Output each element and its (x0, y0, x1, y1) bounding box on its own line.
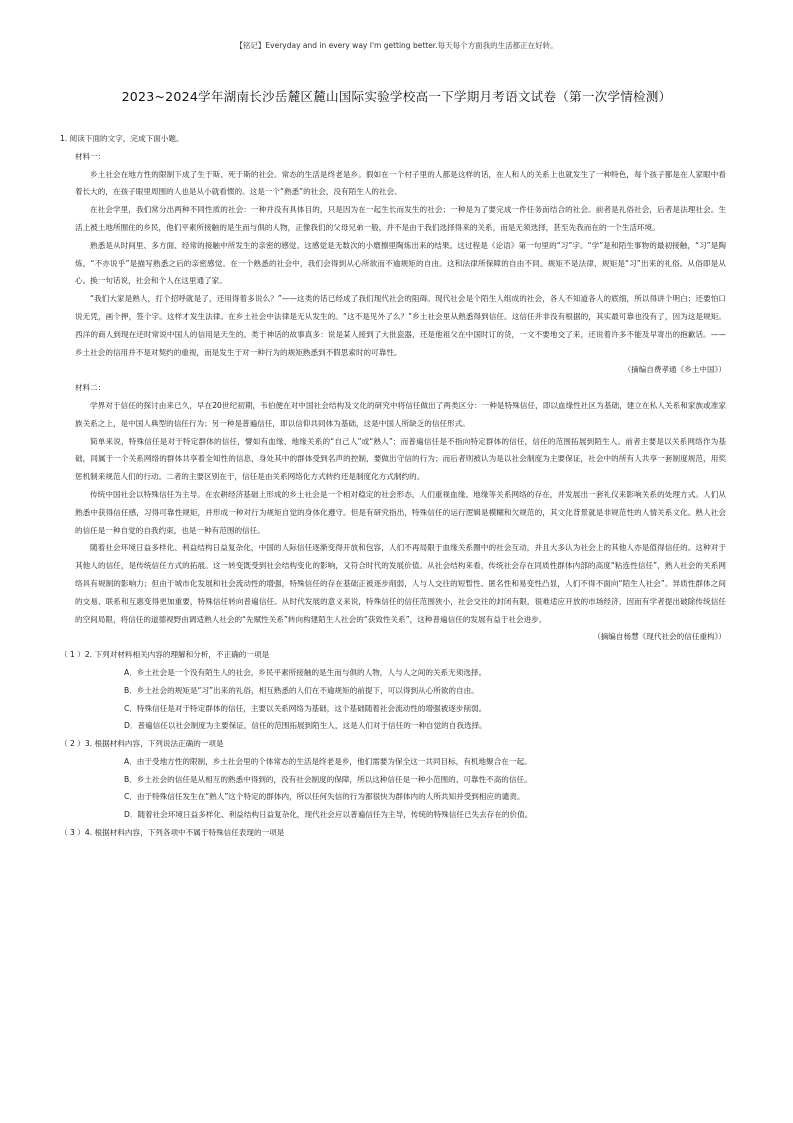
material2-label: 材料二： (75, 383, 106, 393)
material1-paragraph: “我们大家是熟人，打个招呼就是了，还用得着多说么？”——这类的话已经成了我们现代社会的阻碍。现代社会是个陌生人组成的社会，各人不知道各人的底细，所以得讲个明白；还要怕口说无凭，画个押，签个字。这样才发生法律。在乡土社会中法律是无从发生的。“这不是见外了么？”乡土社会里从熟悉得到信任。这信任并非没有根据的，其实最可靠也没有了，因为这是规矩。西洋的商人到现在还时常说中国人的信用是天生的。类于神话的故事真多：说是某人接到了大批瓷器，还是他祖父在中国时订的货，一文不要地交了来，还说着许多不能及早寄出的抱歉话。——乡土社会的信用并不是对契约的重视，而是发生于对一种行为的规矩熟悉到不假思索时的可靠性。 (75, 294, 726, 357)
material1-label: 材料一： (75, 151, 106, 161)
subquestion-stem: （ 1 ）2. 下列对材料相关内容的理解和分析，不正确的一项是 (60, 650, 270, 660)
option-d[interactable]: D．随着社会环境日益多样化、利益结构日益复杂化，现代社会应以普遍信任为主导，传统的特殊信任已失去存在的价值。 (124, 810, 533, 820)
header-motto: 【铭记】Everyday and in every way I'm getting better.每天每个方面我的生活都正在好转。 (235, 41, 558, 50)
option-c[interactable]: C．特殊信任是对于特定群体的信任，主要以关系网络为基础，这个基础随着社会流动性的增强被逐步削弱。 (124, 703, 487, 713)
material2-paragraph: 学界对于信任的探讨由来已久，早在20世纪初期，韦伯便在对中国社会结构及文化的研究中将信任做出了两类区分：一种是特殊信任，即以血缘性社区为基础，建立在私人关系和家族或准家族关系之上，是中国人典型的信任行为；另一种是普遍信任，即以信仰共同体为基础，这是中国人所缺乏的信任形式。 (75, 400, 726, 428)
subquestion (60, 824, 726, 842)
option-a[interactable]: A．乡土社会是一个没有陌生人的社会，乡民平素所接触的是生而与俱的人物，人与人之间的关系无须选择。 (124, 667, 487, 677)
subquestion (60, 646, 726, 735)
option-a[interactable]: A．由于受地方性的限制，乡土社会里的个体常态的生活是终老是乡，他们需要为保全这一共同目标，有机地聚合在一起。 (124, 756, 532, 766)
option-b[interactable]: B．乡土社会的规矩是“习”出来的礼俗，相互熟悉的人们在不逾规矩的前提下，可以得到从心所欲的自由。 (124, 685, 479, 695)
material1-paragraph: 乡土社会在地方性的限制下成了生于斯、死于斯的社会。常态的生活是终老是乡。假如在一个村子里的人都是这样的话，在人和人的关系上也就发生了一种特色，每个孩子都是在人家眼中看着长大的，在孩子眼里周围的人也是从小就看惯的。这是一个“熟悉”的社会，没有陌生人的社会。 (75, 169, 726, 197)
subquestion-stem: （ 3 ）4. 根据材料内容，下列各项中不属于特殊信任表现的一项是 (60, 828, 285, 838)
option-c[interactable]: C．由于特殊信任发生在“熟人”这个特定的群体内，所以任何失信的行为都很快为群体内的人所共知并受到相应的谴责。 (124, 792, 525, 802)
material1-paragraph: 在社会学里，我们常分出两种不同性质的社会：一种并没有具体目的，只是因为在一起生长而发生的社会；一种是为了要完成一件任务而结合的社会。前者是礼俗社会，后者是法理社会。生活上被土地所囿住的乡民，他们平素所接触的是生而与俱的人物，正像我们的父母兄弟一般，并不是由于我们选择得来的关系，而是无须选择，甚至先我而在的一个生活环境。 (75, 205, 726, 232)
material2-paragraph: 简单来说，特殊信任是对于特定群体的信任，譬如有血缘、地缘关系的“自己人”或“熟人”；而普遍信任是不指向特定群体的信任，信任的范围拓展到陌生人。前者主要是以关系网络作为基础，同属于一个关系网络的群体共享着全知性的信息，身处其中的群体受到名声的控制，要做出守信的行为；而后者则被认为是以社会制度为主要保证，社会中的所有人共享一套制度规范，用奖惩机制来规范人们的行动。二者的主要区别在于，信任是由关系网络化方式转约还是制度化方式制约的。 (75, 436, 726, 482)
material1-source: （摘编自费孝通《乡土中国》） (623, 365, 726, 375)
exam-content (60, 130, 726, 842)
subquestion-stem: （ 2 ）3. 根据材料内容，下列说法正确的一项是 (60, 739, 224, 749)
material1-paragraph: 熟悉是从时间里、多方面、经常的接触中所发生的亲密的感觉。这感觉是无数次的小磨擦里陶炼出来的结果。这过程是《论语》第一句里的“习”字。“学”是和陌生事物的最初接触，“习”是陶炼，“不亦说乎”是描写熟悉之后的亲密感觉。在一个熟悉的社会中，我们会得到从心所欲而不逾规矩的自由。这和法律所保障的自由不同。规矩不是法律，规矩是“习”出来的礼俗。从俗即是从心。换一句话说，社会和个人在这里通了家。 (75, 240, 726, 286)
option-d[interactable]: D．普遍信任以社会制度为主要保证，信任的范围拓展到陌生人，这是人们对于信任的一种自觉的自我选择。 (124, 721, 487, 731)
exam-title: 2023~2024学年湖南长沙岳麓区麓山国际实验学校高一下学期月考语文试卷（第一次学情检测） (121, 89, 672, 104)
material2-paragraph: 随着社会环境日益多样化、利益结构日益复杂化，中国的人际信任逐渐变得开放和包容，人们不再局限于血缘关系圈中的社会互动，并且大多认为社会上的其他人亦是值得信任的。这种对于其他人的信任，是传统信任方式的拓展。这一转变既受到社会结构变化的影响，又符合时代的发展价值。从社会结构来看，传统社会存在同质性群体内部的高度“粘连性信任”，熟人社会的关系网络具有规制的影响力；但由于城市化发展和社会流动性的增强，特殊信任的存在基础正被逐步削弱，人与人交往的短暂性、匿名性和易变性凸显，人们不得不面向“陌生人社会”。异质性群体之间的交易、联系和互惠变得更加重要，特殊信任转向普遍信任。从时代发展的意义来说，特殊信任的信任范围狭小，社会交往的封闭有限，很难适应开放的市场经济，因而有学者提出破除传统信任的空间局限，将信任的道德视野由调适熟人社会的“先赋性关系”转向构建陌生人社会的“获致性关系”，这种普遍信任的发展有益于社会进步。 (75, 543, 726, 624)
material2-source: （摘编自杨慧《现代社会的信任重构》） (593, 632, 726, 642)
question1-prompt: 1. 阅读下面的文字，完成下面小题。 (60, 134, 184, 143)
subquestion (60, 735, 726, 824)
material2-paragraph: 传统中国社会以特殊信任为主导。在农耕经济基础上形成的乡土社会是一个相对稳定的社会形态，人们重视血缘、地缘等关系网络的存在，并发展出一套礼仪来影响关系的处理方式。人们从熟悉中获得信任感，习得可靠性规矩，并形成一种对行为规矩自觉的身体化遵守。但是有研究指出，特殊信任的运行逻辑是模糊和欠规范的，其文化背景就是非规范性的人情关系文化。熟人社会的信任是一种自觉的自我约束，也是一种有范围的信任。 (75, 489, 726, 535)
option-b[interactable]: B．乡土社会的信任是从相互的熟悉中得到的，没有社会制度的保障，所以这种信任是一种小范围的、可靠性不高的信任。 (124, 774, 532, 784)
